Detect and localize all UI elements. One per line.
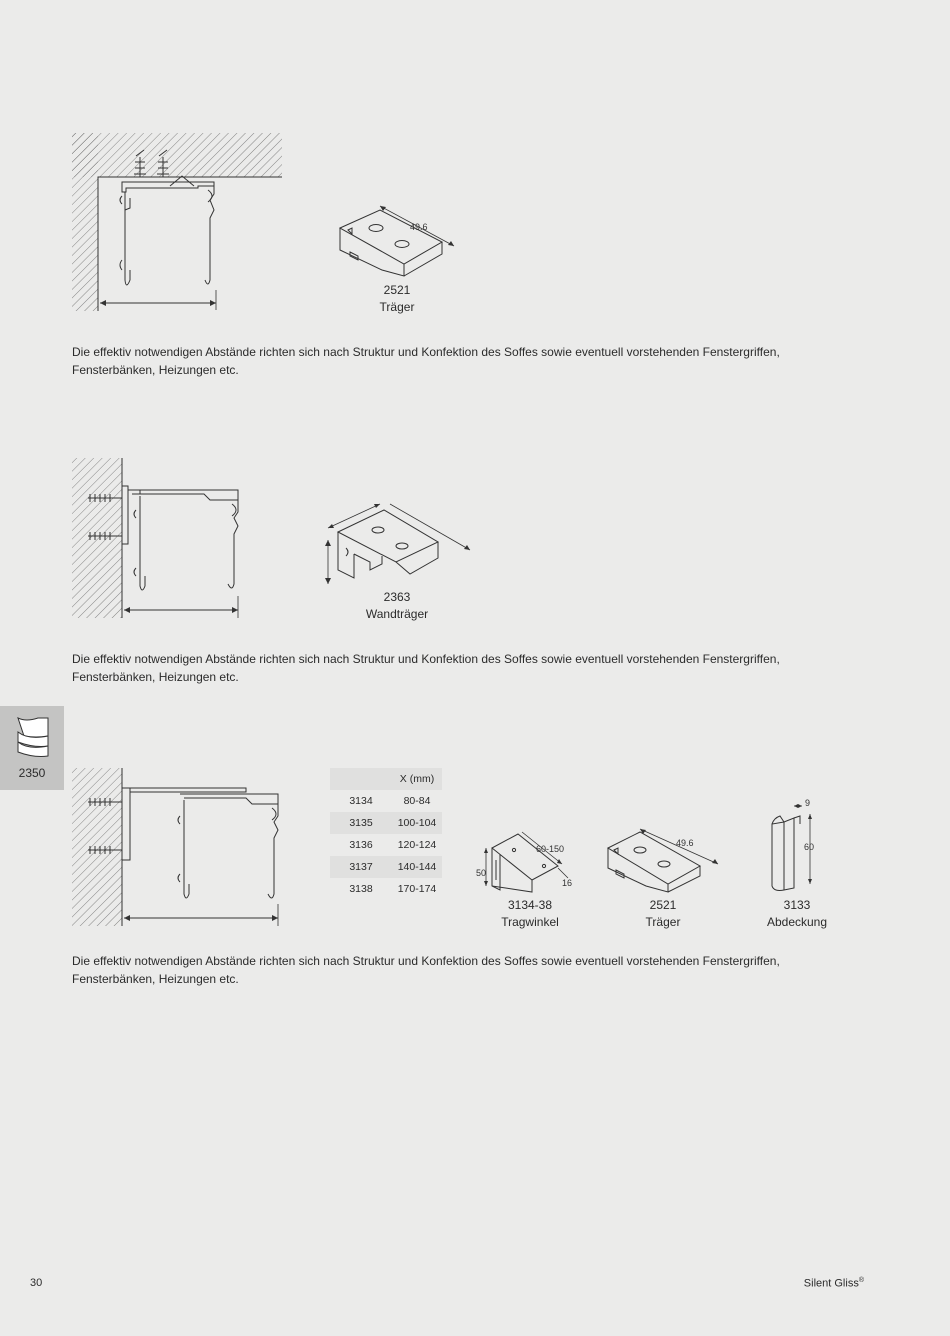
section2-note: Die effektiv notwendigen Abstände richten sich nach Struktur und Konfektion des Soffes sowie eventuell vorstehenden Fenstergriffen, Fensterbänken, Heizungen etc.: [72, 652, 780, 684]
bracket-2521-caption: [347, 282, 447, 316]
abdeckung-dim-width: 9: [805, 798, 811, 808]
table-row: [330, 834, 442, 856]
table-header-row: [330, 768, 442, 790]
traeger-caption: [613, 897, 713, 931]
table-cell-range: 140-144: [392, 856, 442, 878]
ceiling-mount-diagram: [70, 130, 286, 316]
roman-blind-icon: [14, 714, 52, 762]
table-row: [330, 790, 442, 812]
table-cell-range: 120-124: [397, 839, 437, 851]
table-cell-range: 170-174: [397, 883, 437, 895]
item-code: 2521: [649, 898, 677, 912]
section1-note: Die effektiv notwendigen Abstände richten sich nach Struktur und Konfektion des Soffes sowie eventuell vorstehenden Fenstergriffen, Fensterbänken, Heizungen etc.: [72, 345, 780, 377]
table-cell-range: 80-84: [403, 795, 431, 807]
table-cell-code: 3135: [330, 812, 392, 834]
brand-name: Silent Gliss: [803, 1277, 859, 1290]
bracket-code: 2363: [383, 590, 411, 604]
side-tab: [0, 706, 64, 790]
item-label: Tragwinkel: [501, 915, 559, 929]
spacer-mount-diagram: [70, 766, 286, 930]
table-cell-code: 3138: [349, 883, 373, 895]
spacer-size-table: [330, 768, 442, 900]
tragwinkel-dim-depth: 16: [562, 878, 573, 888]
abdeckung-drawing: [760, 794, 830, 894]
page-number: 30: [30, 1277, 43, 1289]
bracket-label: Wandträger: [365, 607, 429, 621]
bracket-2363-drawing: [320, 498, 480, 590]
section3-note: Die effektiv notwendigen Abstände richten sich nach Struktur und Konfektion des Soffes sowie eventuell vorstehenden Fenstergriffen, Fensterbänken, Heizungen etc.: [72, 954, 780, 986]
traeger-drawing: [600, 826, 726, 898]
brand-mark: ®: [858, 1277, 864, 1284]
brand-footer: [804, 1277, 864, 1290]
bracket-code: 2521: [383, 283, 411, 297]
item-label: Träger: [645, 915, 681, 929]
traeger-dim-width: 49.6: [676, 838, 694, 848]
abdeckung-caption: [747, 897, 847, 931]
tragwinkel-dim-height: 50: [476, 868, 487, 878]
abdeckung-dim-height: 60: [804, 842, 815, 852]
table-cell-code: 3134: [349, 795, 373, 807]
tragwinkel-drawing: [472, 826, 582, 898]
table-header-x: X (mm): [392, 768, 442, 790]
table-row: [330, 856, 442, 878]
bracket-2363-caption: [347, 589, 447, 623]
table-row: [330, 878, 442, 900]
table-cell-code: 3136: [349, 839, 373, 851]
side-tab-code: 2350: [18, 766, 46, 780]
table-row: [330, 812, 442, 834]
bracket-dim-label: 49.6: [410, 222, 428, 232]
table-cell-range: 100-104: [392, 812, 442, 834]
tragwinkel-caption: [480, 897, 580, 931]
bracket-2521-drawing: [330, 200, 460, 282]
table-cell-code: 3137: [330, 856, 392, 878]
tragwinkel-dim-width: 60-150: [536, 844, 565, 854]
item-code: 3133: [783, 898, 811, 912]
item-label: Abdeckung: [766, 915, 828, 929]
bracket-label: Träger: [379, 300, 415, 314]
item-code: 3134-38: [507, 898, 553, 912]
wall-mount-diagram: [70, 456, 250, 622]
